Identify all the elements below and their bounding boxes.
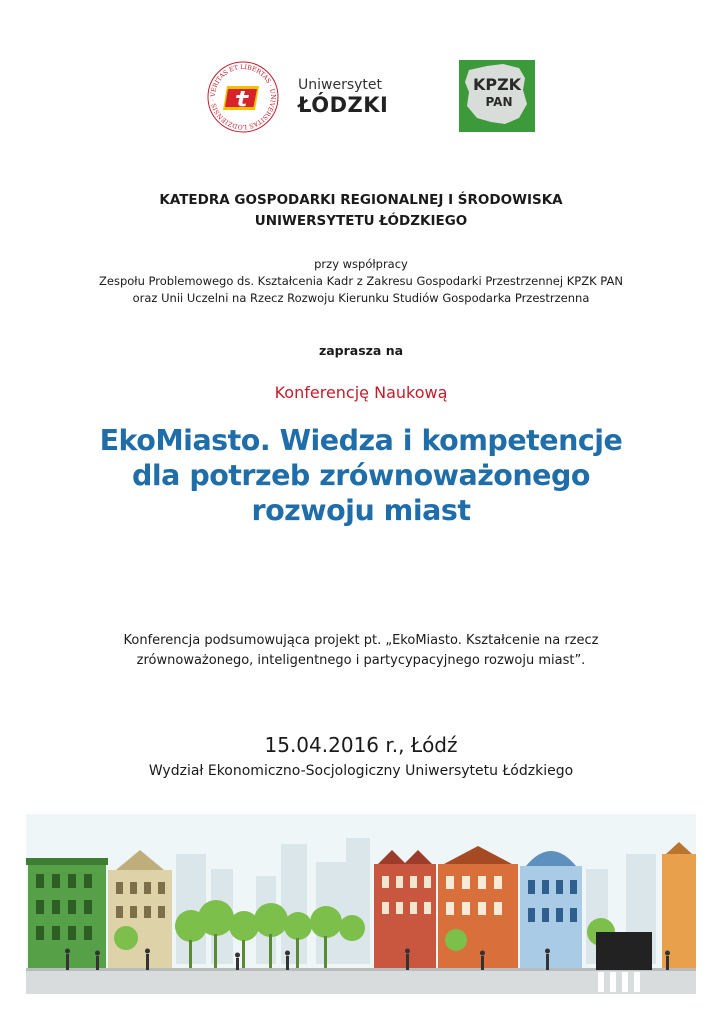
department-line-1: KATEDRA GOSPODARKI REGIONALNEJ I ŚRODOWISKA (159, 192, 563, 208)
invites-text: zaprasza na (318, 343, 404, 358)
logo-bar (0, 56, 722, 136)
university-word: Uniwersytet (298, 77, 382, 93)
summary-line-2: zrównoważonego, inteligentnego i partycypacyjnego rozwoju miast”. (136, 653, 586, 668)
cooperation-line-3: oraz Unii Uczelni na Rzecz Rozwoju Kierunku Studiów Gospodarka Przestrzenna (132, 291, 590, 305)
title-line-2: dla potrzeb zrównoważonego (132, 459, 590, 492)
cooperation-line-1: przy współpracy (314, 257, 408, 271)
conference-label: Konferencję Naukową (274, 383, 448, 402)
university-city-word: ŁÓDZKI (298, 93, 389, 117)
city-illustration (26, 814, 696, 994)
kpzk-pan-logo (459, 60, 535, 132)
seal-text: VERITAS ET LIBERTAS · UNIVERSITAS LODZIENSIS · (209, 63, 277, 131)
department-line-2: UNIWERSYTETU ŁÓDZKIEGO (254, 213, 468, 229)
university-of-lodz-logo (206, 60, 389, 136)
conference-title (0, 423, 722, 528)
summary-line-1: Konferencja podsumowująca projekt pt. „EkoMiasto. Kształcenie na rzecz (123, 633, 599, 648)
cooperation-line-2: Zespołu Problemowego ds. Kształcenia Kadr z Zakresu Gospodarki Przestrzennej KPZK PAN (99, 274, 623, 288)
university-seal-icon (206, 60, 280, 134)
department-heading (0, 190, 722, 232)
cooperation-text (0, 256, 722, 307)
kpzk-text: KPZK (472, 75, 522, 94)
title-line-1: EkoMiasto. Wiedza i kompetencje (99, 424, 623, 457)
poland-map-icon (459, 60, 535, 132)
venue-faculty: Wydział Ekonomiczno-Socjologiczny Uniwersytetu Łódzkiego (148, 763, 574, 779)
title-line-3: rozwoju miast (251, 494, 471, 527)
project-summary (0, 631, 722, 671)
event-date: 15.04.2016 r., Łódź (264, 733, 458, 757)
pan-text: PAN (485, 95, 513, 109)
university-wordmark (298, 78, 388, 116)
